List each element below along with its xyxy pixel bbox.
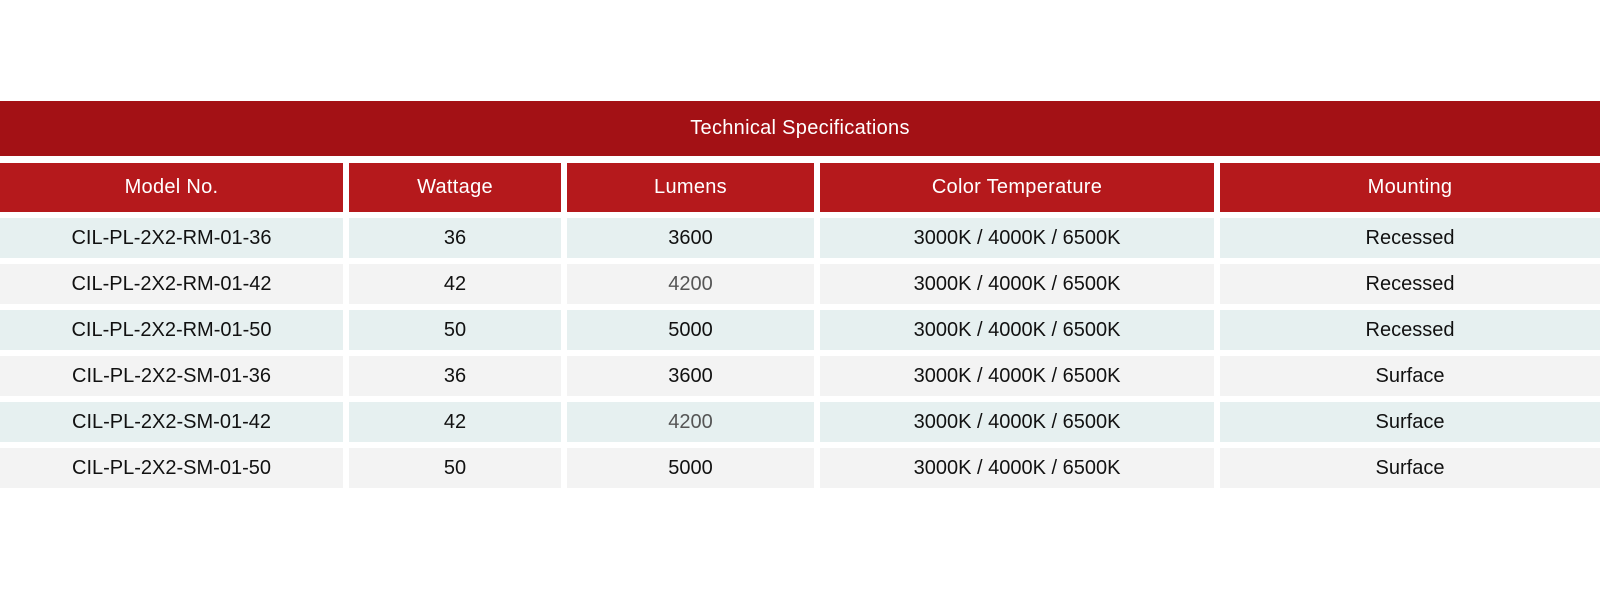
- cell-mounting: Recessed: [1220, 310, 1600, 350]
- cell-model-no: CIL-PL-2X2-SM-01-42: [0, 402, 343, 442]
- cell-color-temperature: 3000K / 4000K / 6500K: [820, 218, 1214, 258]
- specifications-table: [0, 101, 1600, 488]
- cell-color-temperature: 3000K / 4000K / 6500K: [820, 264, 1214, 304]
- cell-lumens: 3600: [567, 218, 814, 258]
- cell-model-no: CIL-PL-2X2-SM-01-50: [0, 448, 343, 488]
- cell-mounting: Surface: [1220, 448, 1600, 488]
- cell-color-temperature: 3000K / 4000K / 6500K: [820, 310, 1214, 350]
- cell-model-no: CIL-PL-2X2-SM-01-36: [0, 356, 343, 396]
- cell-mounting: Recessed: [1220, 218, 1600, 258]
- table-title: Technical Specifications: [0, 101, 1600, 156]
- header-model-no: Model No.: [0, 163, 343, 212]
- cell-model-no: CIL-PL-2X2-RM-01-42: [0, 264, 343, 304]
- header-color-temperature: Color Temperature: [820, 163, 1214, 212]
- cell-model-no: CIL-PL-2X2-RM-01-36: [0, 218, 343, 258]
- cell-wattage: 42: [349, 264, 561, 304]
- cell-lumens: 5000: [567, 310, 814, 350]
- header-lumens: Lumens: [567, 163, 814, 212]
- header-wattage: Wattage: [349, 163, 561, 212]
- cell-wattage: 50: [349, 310, 561, 350]
- header-mounting: Mounting: [1220, 163, 1600, 212]
- cell-lumens: 4200: [567, 264, 814, 304]
- cell-mounting: Recessed: [1220, 264, 1600, 304]
- cell-wattage: 36: [349, 218, 561, 258]
- cell-wattage: 50: [349, 448, 561, 488]
- cell-model-no: CIL-PL-2X2-RM-01-50: [0, 310, 343, 350]
- cell-lumens: 5000: [567, 448, 814, 488]
- cell-color-temperature: 3000K / 4000K / 6500K: [820, 402, 1214, 442]
- cell-lumens: 4200: [567, 402, 814, 442]
- cell-color-temperature: 3000K / 4000K / 6500K: [820, 356, 1214, 396]
- table-grid: [0, 163, 1600, 488]
- cell-wattage: 42: [349, 402, 561, 442]
- cell-color-temperature: 3000K / 4000K / 6500K: [820, 448, 1214, 488]
- cell-lumens: 3600: [567, 356, 814, 396]
- cell-mounting: Surface: [1220, 402, 1600, 442]
- cell-wattage: 36: [349, 356, 561, 396]
- cell-mounting: Surface: [1220, 356, 1600, 396]
